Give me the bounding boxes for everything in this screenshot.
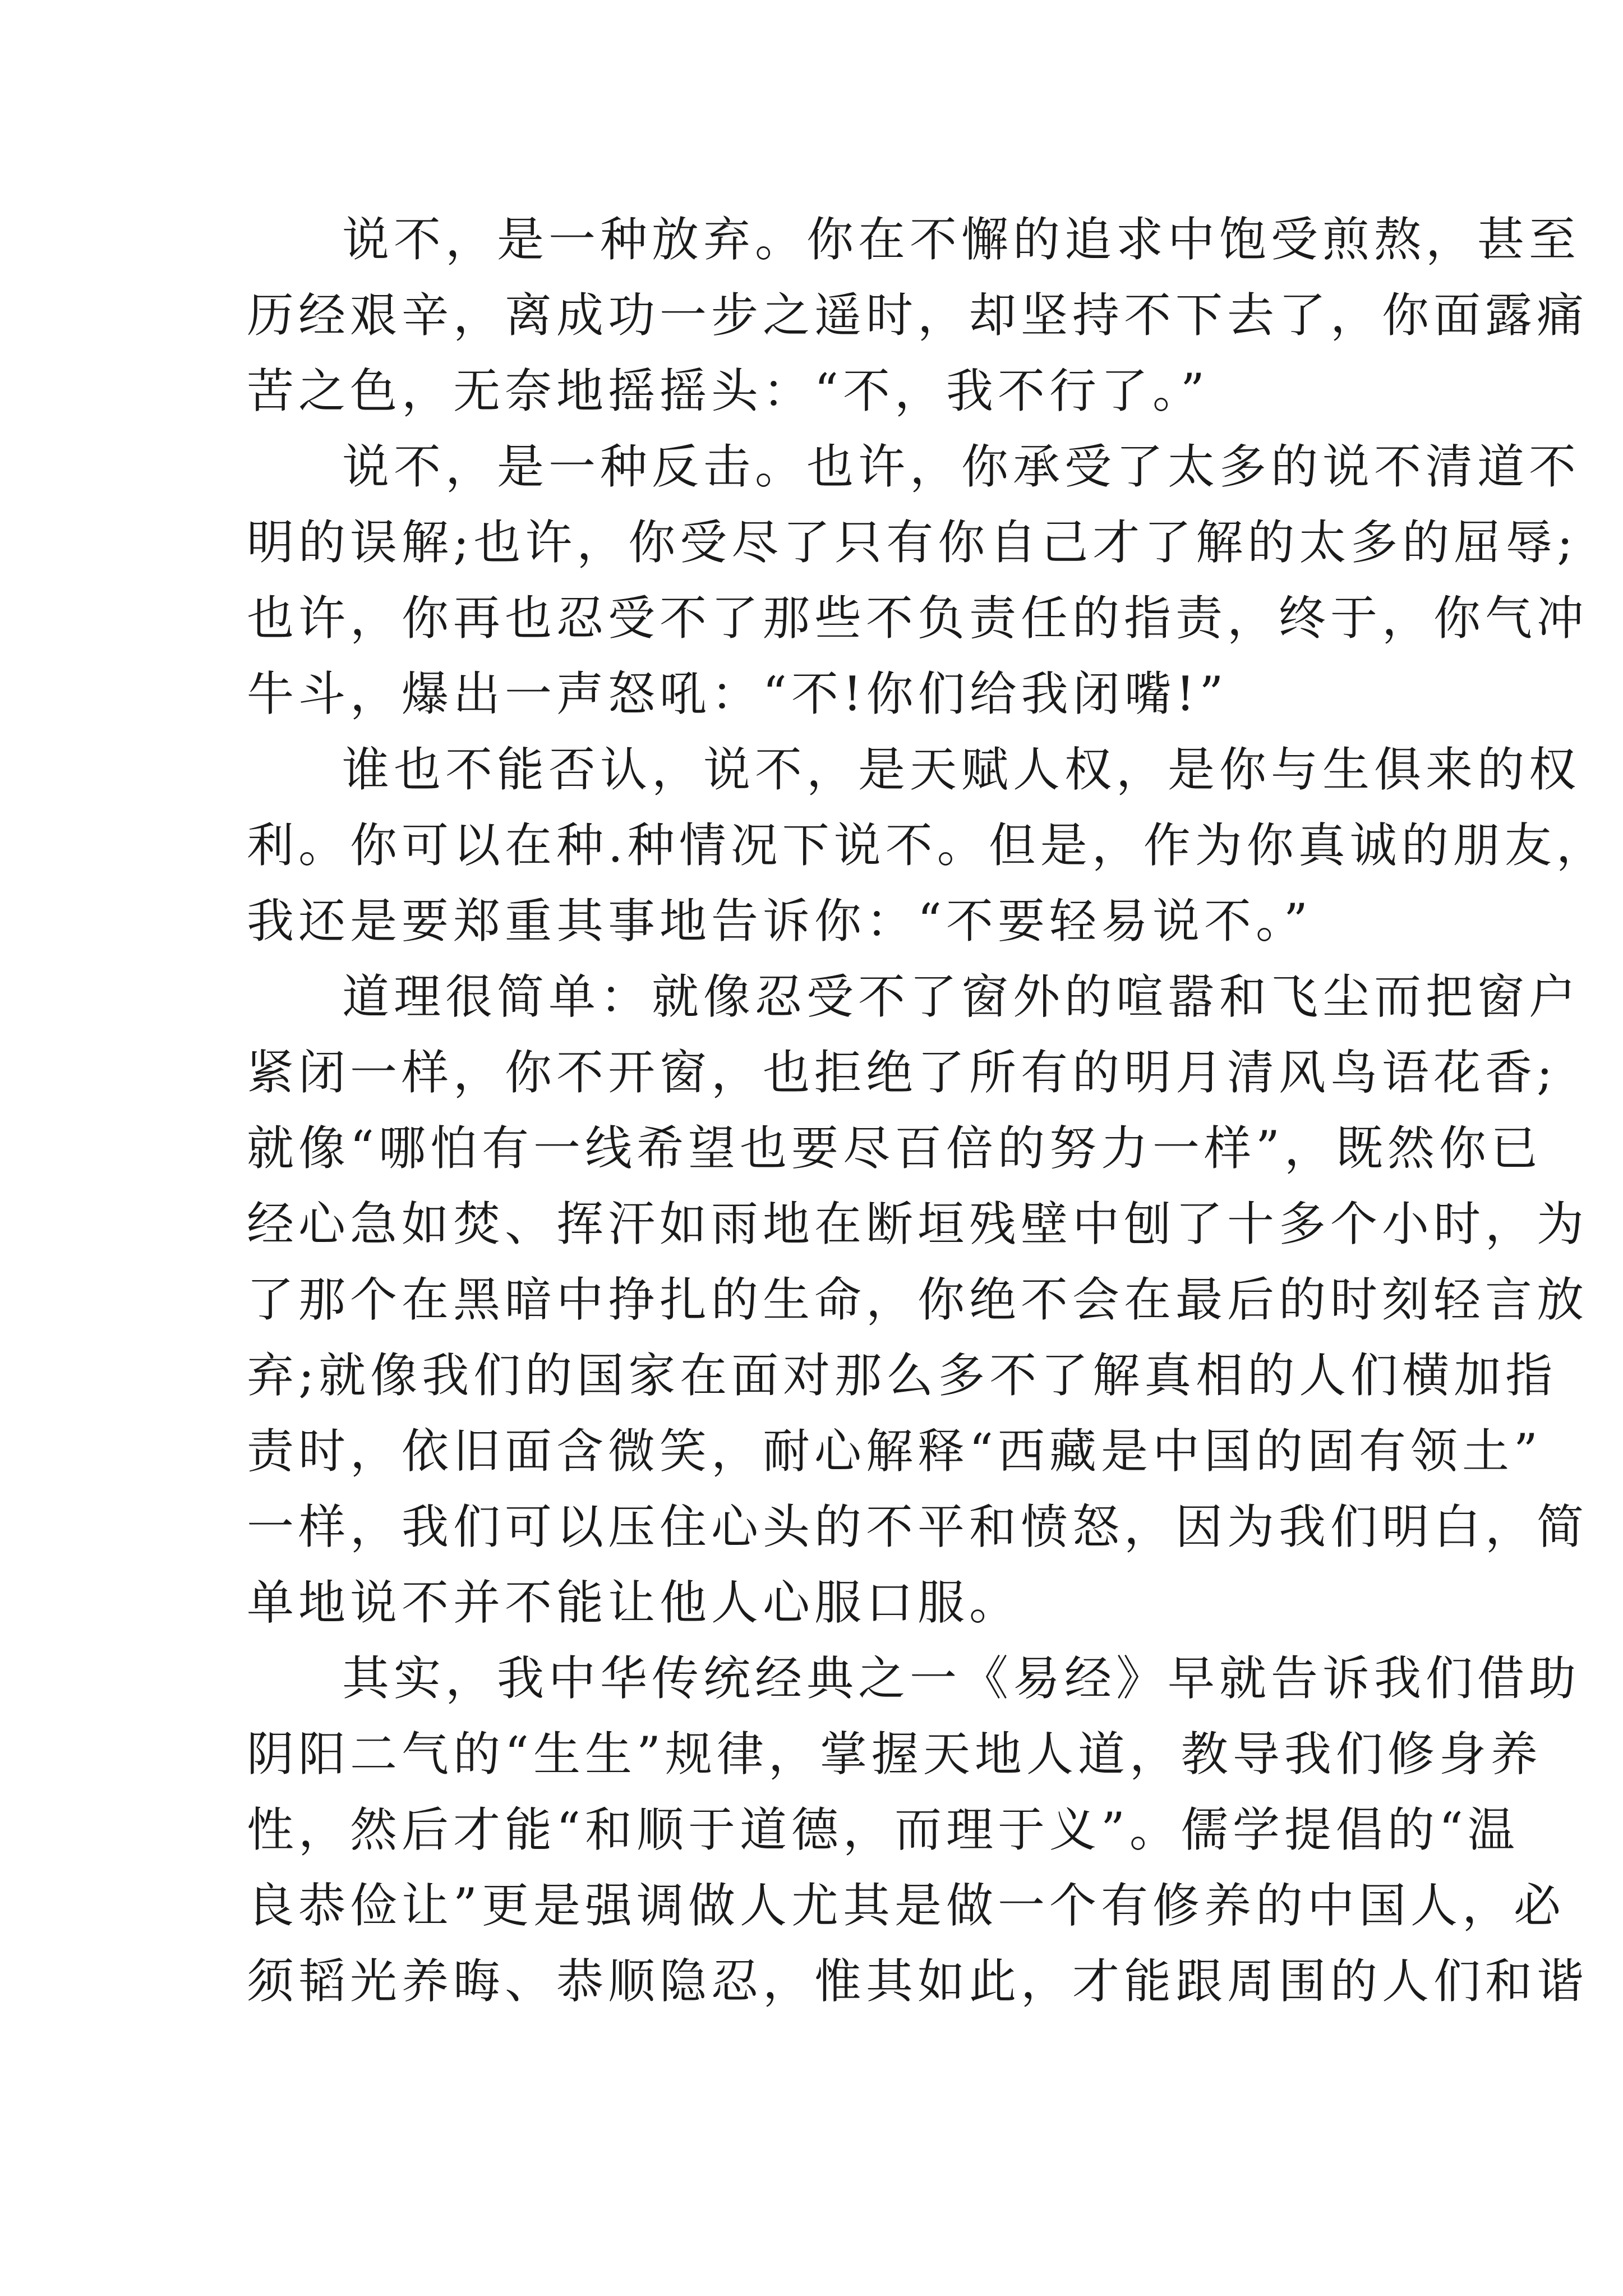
text-line: 牛斗，爆出一声怒吼：“不!你们给我闭嘴!” <box>247 666 1228 721</box>
paragraph-4 <box>247 959 1589 1641</box>
text-line: 弃;就像我们的国家在面对那么多不了解真相的人们横加指 <box>247 1348 1557 1403</box>
text-line: 说不，是一种反击。也许，你承受了太多的说不清道不 <box>342 439 1581 494</box>
text-line: 性，然后才能“和顺于道德，而理于义”。儒学提倡的“温 <box>247 1802 1519 1857</box>
text-line: 了那个在黑暗中挣扎的生命，你绝不会在最后的时刻轻言放 <box>247 1272 1589 1327</box>
text-line: 须韬光养晦、恭顺隐忍，惟其如此，才能跟周围的人们和谐 <box>247 1954 1589 2009</box>
paragraph-3 <box>247 732 1608 959</box>
paragraph-1 <box>247 202 1589 429</box>
text-line: 单地说不并不能让他人心服口服。 <box>247 1575 1021 1630</box>
text-line: 我还是要郑重其事地告诉你：“不要轻易说不。” <box>247 894 1312 949</box>
text-line: 苦之色，无奈地摇摇头：“不，我不行了。” <box>247 364 1209 418</box>
text-line: 良恭俭让”更是强调做人尤其是做一个有修养的中国人，必 <box>247 1878 1565 1933</box>
text-line: 责时，依旧面含微笑，耐心解释“西藏是中国的固有领土” <box>247 1424 1542 1479</box>
text-line: 一样，我们可以压住心头的不平和愤怒，因为我们明白，简 <box>247 1499 1589 1554</box>
text-line: 经心急如焚、挥汗如雨地在断垣残壁中刨了十多个小时，为 <box>247 1197 1589 1251</box>
paragraph-2 <box>247 429 1589 732</box>
text-line: 也许，你再也忍受不了那些不负责任的指责，终于，你气冲 <box>247 591 1589 646</box>
paragraph-5 <box>247 1641 1589 2019</box>
text-line: 阴阳二气的“生生”规律，掌握天地人道，教导我们修身养 <box>247 1727 1542 1782</box>
text-line: 明的误解;也许，你受尽了只有你自己才了解的太多的屈辱; <box>247 515 1578 570</box>
text-line: 其实，我中华传统经典之一《易经》早就告诉我们借助 <box>342 1651 1581 1706</box>
text-line: 谁也不能否认，说不，是天赋人权，是你与生俱来的权 <box>342 742 1581 797</box>
text-line: 说不，是一种放弃。你在不懈的追求中饱受煎熬，甚至 <box>342 212 1581 267</box>
text-line: 紧闭一样，你不开窗，也拒绝了所有的明月清风鸟语花香; <box>247 1045 1557 1100</box>
text-line: 利。你可以在种.种情况下说不。但是，作为你真诚的朋友， <box>247 818 1608 873</box>
text-line: 就像“哪怕有一线希望也要尽百倍的努力一样”，既然你已 <box>247 1121 1542 1176</box>
text-line: 道理很简单：就像忍受不了窗外的喧嚣和飞尘而把窗户 <box>342 969 1581 1024</box>
text-line: 历经艰辛，离成功一步之遥时，却坚持不下去了，你面露痛 <box>247 288 1589 343</box>
body-text <box>247 202 1608 2019</box>
